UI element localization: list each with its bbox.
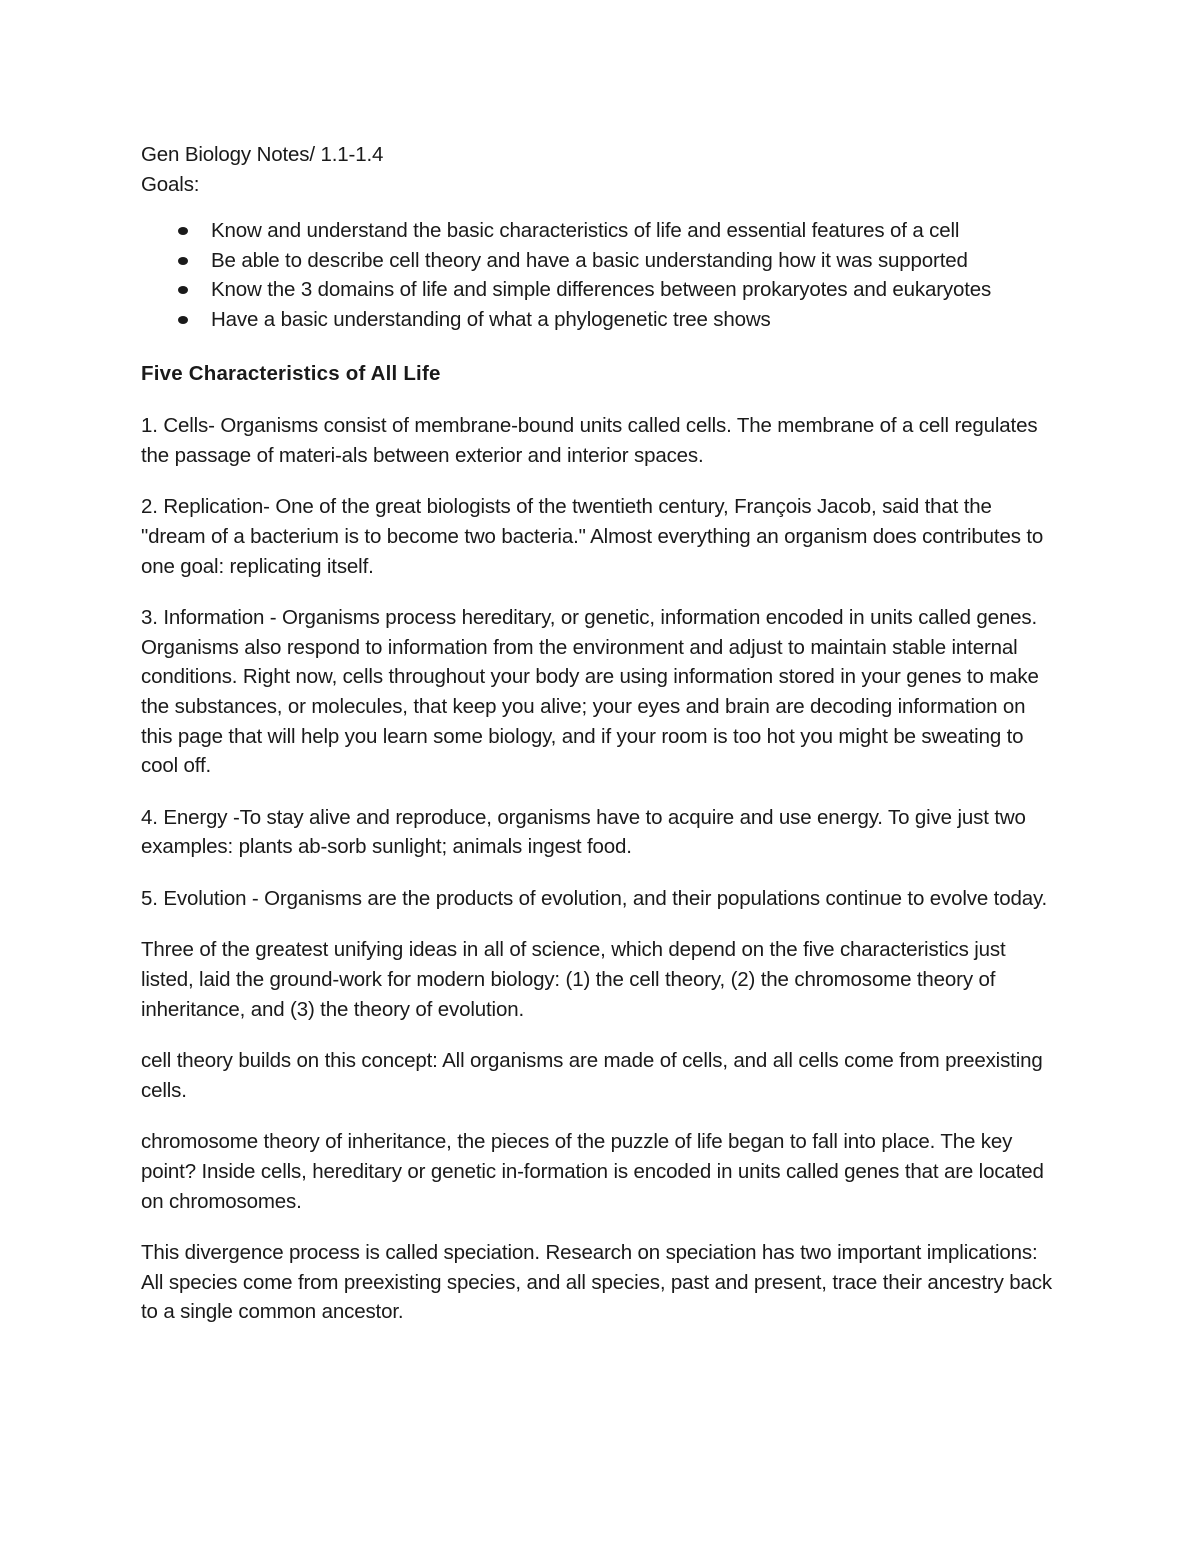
bullet-icon [178,316,188,324]
goal-item [141,216,1061,246]
paragraph-chromosome-theory: chromosome theory of inheritance, the pieces of the puzzle of life began to fall into place. The key point? Inside cells, hereditary or genetic in-formation is encoded in units called genes that are located on chromosomes. [141,1130,1044,1213]
paragraph-evolution: 5. Evolution - Organisms are the products of evolution, and their populations continue to evolve today. [141,886,1048,910]
bullet-icon [178,286,188,294]
goal-item [141,305,1061,335]
paragraph-cell-theory: cell theory builds on this concept: All organisms are made of cells, and all cells come from preexisting cells. [141,1049,1043,1102]
paragraph-energy: 4. Energy -To stay alive and reproduce, organisms have to acquire and use energy. To give just two examples: plants ab-sorb sunlight; animals ingest food. [141,805,1026,859]
goal-text: Have a basic understanding of what a phylogenetic tree shows [211,307,771,331]
paragraph-cells: 1. Cells- Organisms consist of membrane-bound units called cells. The membrane of a cell regulates the passage of materi-als between exterior and interior spaces. [141,414,1038,467]
paragraph-unifying-ideas: Three of the greatest unifying ideas in all of science, which depend on the five characteristics just listed, laid the ground-work for modern biology: (1) the cell theory, (2) the chromosome theory of inheritance, and (3) the theory of evolution. [141,938,1006,1021]
bullet-icon [178,227,188,235]
goal-item [141,246,1061,276]
goals-list [141,216,1061,334]
paragraph-information: 3. Information - Organisms process hereditary, or genetic, information encoded in units called genes. Organisms also respond to information from the environment and adjust to maintain stable internal conditions. Right now, cells throughout your body are using information stored in your genes to make the substances, or molecules, that keep you alive; your eyes and brain are decoding information on this page that will help you learn some biology, and if your room is too hot you might be sweating to cool off. [141,606,1039,778]
bullet-icon [178,257,188,265]
goal-text: Be able to describe cell theory and have a basic understanding how it was supported [211,248,968,272]
goal-text: Know the 3 domains of life and simple differences between prokaryotes and eukaryotes [211,278,992,302]
goals-label: Goals: [141,172,200,196]
section-heading: Five Characteristics of All Life [141,361,441,385]
goal-item [141,275,1061,305]
document-page [141,140,1061,1327]
paragraph-speciation: This divergence process is called speciation. Research on speciation has two important implications: All species come from preexisting species, and all species, past and present, trace their ancestry back to a single common ancestor. [141,1241,1052,1324]
document-title: Gen Biology Notes/ 1.1-1.4 [141,143,384,166]
paragraph-replication: 2. Replication- One of the great biologists of the twentieth century, François Jacob, said that the "dream of a bacterium is to become two bacteria." Almost everything an organism does contributes to one goal: replicating itself. [141,495,1044,578]
goal-text: Know and understand the basic characteristics of life and essential features of a cell [211,219,960,243]
